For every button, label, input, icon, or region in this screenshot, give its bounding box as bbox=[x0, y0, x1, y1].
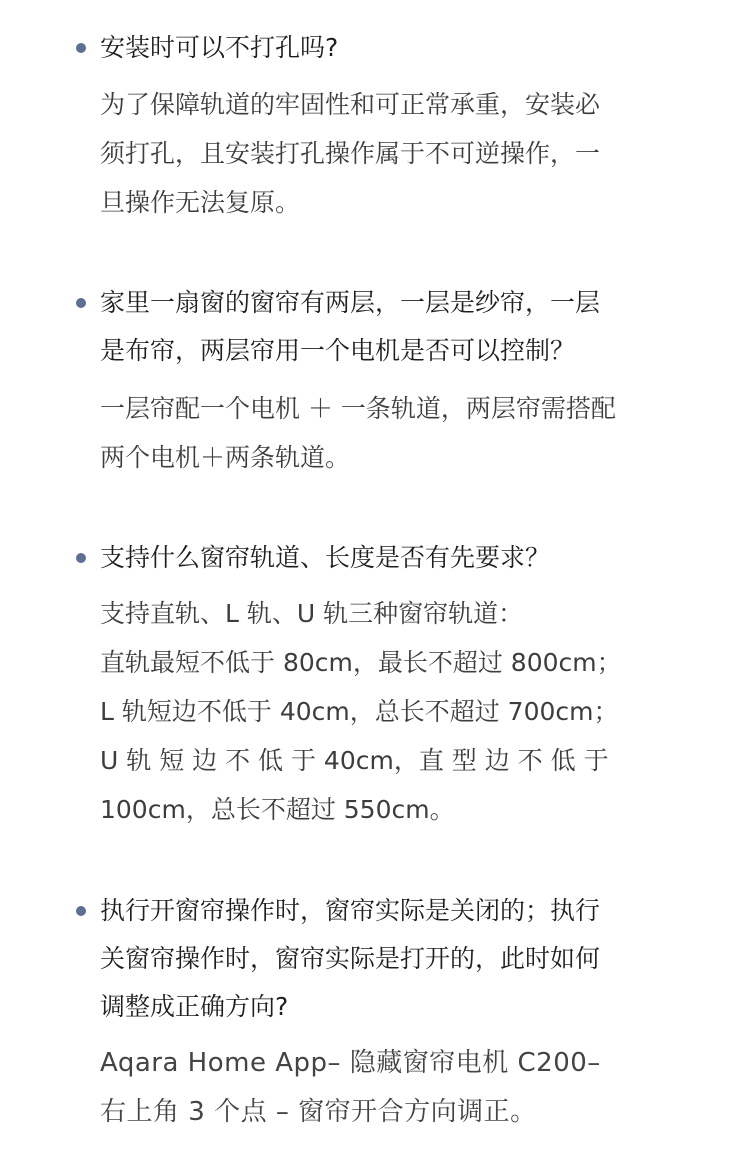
faq-answer: 支持直轨、L 轨、U 轨三种窗帘轨道： 直轨最短不低于 80cm，最长不超过 800cm； L 轨短边不低于 40cm，总长不超过 700cm； U 轨 短 边 不 低 于 40cm，直 型 边 不 低 于 100cm，总长不超过 550cm。 bbox=[100, 599, 622, 824]
bullet-icon bbox=[76, 298, 86, 308]
faq-question: 支持什么窗帘轨道、长度是否有先要求？ bbox=[100, 543, 551, 572]
bullet-icon bbox=[76, 553, 86, 563]
faq-question: 执行开窗帘操作时，窗帘实际是关闭的；执行 关窗帘操作时，窗帘实际是打开的，此时如何 调整成正确方向? bbox=[100, 896, 601, 1021]
bullet-icon bbox=[76, 43, 86, 53]
faq-answer: Aqara Home App– 隐藏窗帘电机 C200– 右上角 3 个点 – 窗帘开合方向调正。 bbox=[100, 1048, 601, 1127]
faq-question: 家里一扇窗的窗帘有两层，一层是纱帘，一层 是布帘，两层帘用一个电机是否可以控制？ bbox=[100, 288, 601, 365]
bullet-icon bbox=[76, 906, 86, 916]
faq-question: 安装时可以不打孔吗? bbox=[100, 33, 339, 62]
faq-answer: 为了保障轨道的牢固性和可正常承重，安装必 须打孔，且安装打孔操作属于不可逆操作，一 旦操作无法复原。 bbox=[100, 90, 601, 217]
faq-answer: 一层帘配一个电机 ＋ 一条轨道，两层帘需搭配 两个电机＋两条轨道。 bbox=[100, 394, 616, 472]
